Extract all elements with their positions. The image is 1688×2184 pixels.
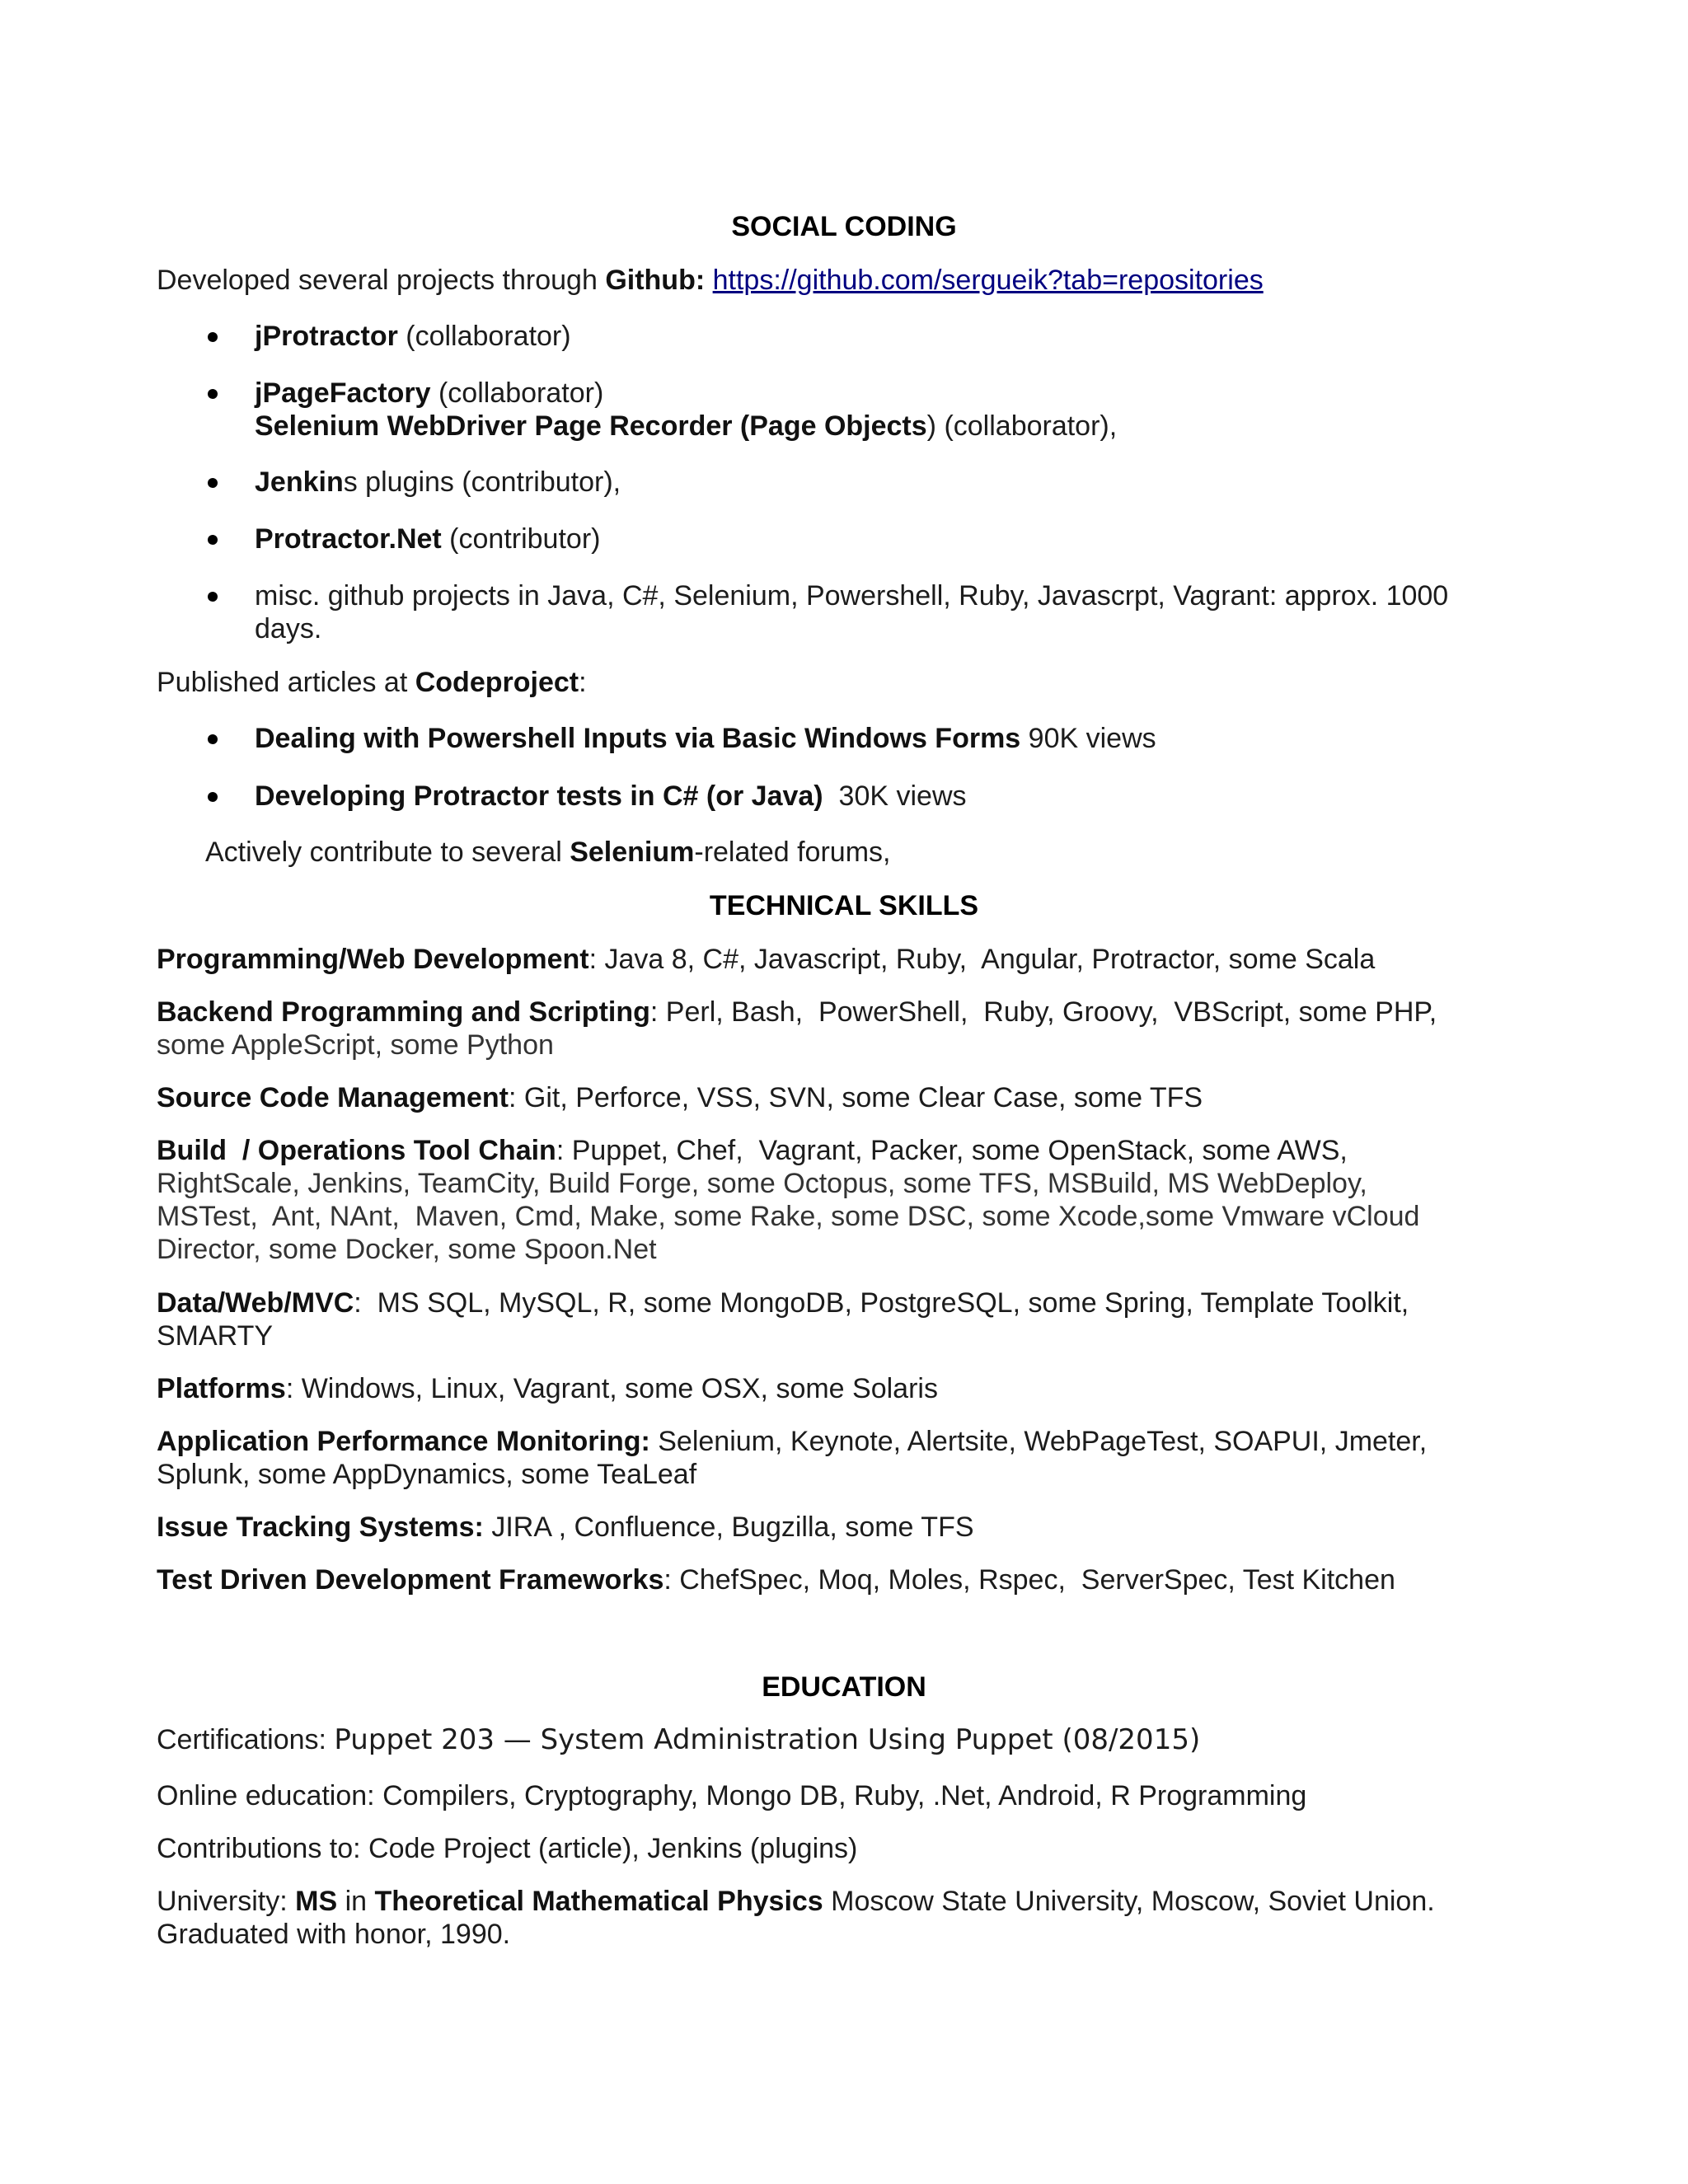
articles-intro-colon: : bbox=[579, 667, 587, 698]
skill-label: Platforms bbox=[157, 1373, 286, 1404]
bullet bbox=[208, 792, 218, 802]
bullet bbox=[208, 734, 218, 744]
graduation-note: Graduated with honor, 1990. bbox=[157, 1919, 511, 1950]
skill-value: Director, some Docker, some Spoon.Net bbox=[157, 1234, 657, 1265]
certifications-line bbox=[157, 1723, 1525, 1756]
skill-value: : ChefSpec, Moq, Moles, Rspec, ServerSpec, Test Kitchen bbox=[663, 1564, 1395, 1596]
github-intro-text: Developed several projects through bbox=[157, 265, 606, 296]
bullet bbox=[208, 592, 218, 602]
forums-text: Actively contribute to several bbox=[205, 837, 570, 868]
project-role: (collaborator) bbox=[397, 321, 571, 352]
skill-row bbox=[157, 1511, 1525, 1544]
university-name: Moscow State University, Moscow, Soviet Union. bbox=[823, 1886, 1435, 1917]
online-education-line: Online education: Compilers, Cryptography, Mongo DB, Ruby, .Net, Android, R Programming bbox=[157, 1780, 1307, 1811]
bullet bbox=[208, 535, 218, 545]
skill-value: MSTest, Ant, NAnt, Maven, Cmd, Make, some Rake, some DSC, some Xcode,some Vmware vCloud bbox=[157, 1201, 1420, 1232]
selenium-label: Selenium bbox=[570, 837, 695, 868]
article-item bbox=[255, 722, 1524, 755]
skill-row bbox=[157, 943, 1525, 976]
article-item bbox=[255, 780, 1524, 813]
project-role: ) (collaborator), bbox=[926, 410, 1118, 442]
skill-value: : Windows, Linux, Vagrant, some OSX, some Solaris bbox=[285, 1373, 938, 1404]
skill-value: : Java 8, C#, Javascript, Ruby, Angular, Protractor, some Scala bbox=[588, 944, 1376, 975]
project-item bbox=[255, 523, 1524, 555]
bullet bbox=[208, 332, 218, 342]
skill-value: some AppleScript, some Python bbox=[157, 1029, 554, 1061]
skill-label: Programming/Web Development bbox=[157, 944, 589, 975]
github-intro bbox=[157, 264, 1525, 297]
skill-value: : Puppet, Chef, Vagrant, Packer, some OpenStack, some AWS, bbox=[556, 1135, 1348, 1166]
skill-row bbox=[157, 1425, 1525, 1491]
skill-label: Data/Web/MVC bbox=[157, 1287, 354, 1319]
skill-value: : Git, Perforce, VSS, SVN, some Clear Case, some TFS bbox=[508, 1082, 1203, 1113]
project-item bbox=[255, 466, 1524, 499]
education-heading: EDUCATION bbox=[762, 1671, 926, 1703]
skill-row bbox=[157, 1134, 1525, 1266]
skill-value: JIRA , Confluence, Bugzilla, some TFS bbox=[483, 1511, 974, 1543]
project-item bbox=[255, 320, 1524, 353]
skill-value: Selenium, Keynote, Alertsite, WebPageTest, SOAPUI, Jmeter, bbox=[649, 1426, 1428, 1457]
skill-value: : MS SQL, MySQL, R, some MongoDB, PostgreSQL, some Spring, Template Toolkit, bbox=[354, 1287, 1409, 1319]
github-link[interactable]: https://github.com/sergueik?tab=repositories bbox=[712, 265, 1264, 296]
bullet bbox=[208, 389, 218, 399]
article-title: Dealing with Powershell Inputs via Basic Windows Forms bbox=[255, 723, 1021, 754]
github-label: Github: bbox=[605, 265, 706, 296]
skill-label: Source Code Management bbox=[157, 1082, 509, 1113]
project-item bbox=[255, 377, 1524, 443]
articles-intro bbox=[157, 666, 1525, 699]
article-views: 90K views bbox=[1020, 723, 1156, 754]
skill-row bbox=[157, 1372, 1525, 1405]
project-role: (collaborator) bbox=[430, 377, 604, 409]
project-role: s plugins (contributor), bbox=[343, 466, 621, 498]
skill-label: Issue Tracking Systems: bbox=[157, 1511, 484, 1543]
university-line bbox=[157, 1885, 1525, 1951]
skill-label: Application Performance Monitoring: bbox=[157, 1426, 650, 1457]
skill-label: Backend Programming and Scripting bbox=[157, 996, 650, 1028]
university-text: in bbox=[337, 1886, 375, 1917]
article-title: Developing Protractor tests in C# (or Java) bbox=[255, 780, 823, 812]
university-label: University: bbox=[157, 1886, 296, 1917]
project-item bbox=[255, 579, 1524, 645]
technical-skills-heading: TECHNICAL SKILLS bbox=[709, 890, 979, 921]
project-subtitle: Selenium WebDriver Page Recorder (Page Objects bbox=[255, 410, 927, 442]
skill-row bbox=[157, 1563, 1525, 1596]
article-views: 30K views bbox=[823, 780, 967, 812]
codeproject-label: Codeproject bbox=[415, 667, 579, 698]
skill-label: Build / Operations Tool Chain bbox=[157, 1135, 556, 1166]
contributions-line: Contributions to: Code Project (article), Jenkins (plugins) bbox=[157, 1833, 858, 1864]
social-coding-heading: SOCIAL CODING bbox=[731, 211, 957, 242]
skill-label: Test Driven Development Frameworks bbox=[157, 1564, 664, 1596]
certifications-value: Puppet 203 — System Administration Using Puppet (08/2015) bbox=[334, 1723, 1201, 1756]
project-name: jPageFactory bbox=[255, 377, 431, 409]
skill-row bbox=[157, 996, 1525, 1062]
project-name: jProtractor bbox=[255, 321, 398, 352]
skill-value: RightScale, Jenkins, TeamCity, Build Forge, some Octopus, some TFS, MSBuild, MS WebDeploy, bbox=[157, 1168, 1367, 1199]
skill-row bbox=[157, 1081, 1525, 1114]
project-name: Protractor.Net bbox=[255, 523, 442, 555]
project-name: Jenkin bbox=[255, 466, 344, 498]
skill-value: Splunk, some AppDynamics, some TeaLeaf bbox=[157, 1459, 697, 1490]
skill-row bbox=[157, 1286, 1525, 1352]
forums-text: -related forums, bbox=[694, 837, 891, 868]
project-text: misc. github projects in Java, C#, Selenium, Powershell, Ruby, Javascrpt, Vagrant: approx. 1000 bbox=[255, 580, 1449, 612]
articles-intro-text: Published articles at bbox=[157, 667, 415, 698]
skill-value: SMARTY bbox=[157, 1320, 274, 1352]
degree: MS bbox=[295, 1886, 338, 1917]
bullet bbox=[208, 478, 218, 488]
forums-line bbox=[205, 836, 1573, 869]
degree-field: Theoretical Mathematical Physics bbox=[374, 1886, 823, 1917]
project-text: days. bbox=[255, 613, 322, 644]
project-role: (contributor) bbox=[441, 523, 601, 555]
skill-value: : Perl, Bash, PowerShell, Ruby, Groovy, VBScript, some PHP, bbox=[649, 996, 1437, 1028]
certifications-label: Certifications: bbox=[157, 1724, 335, 1755]
